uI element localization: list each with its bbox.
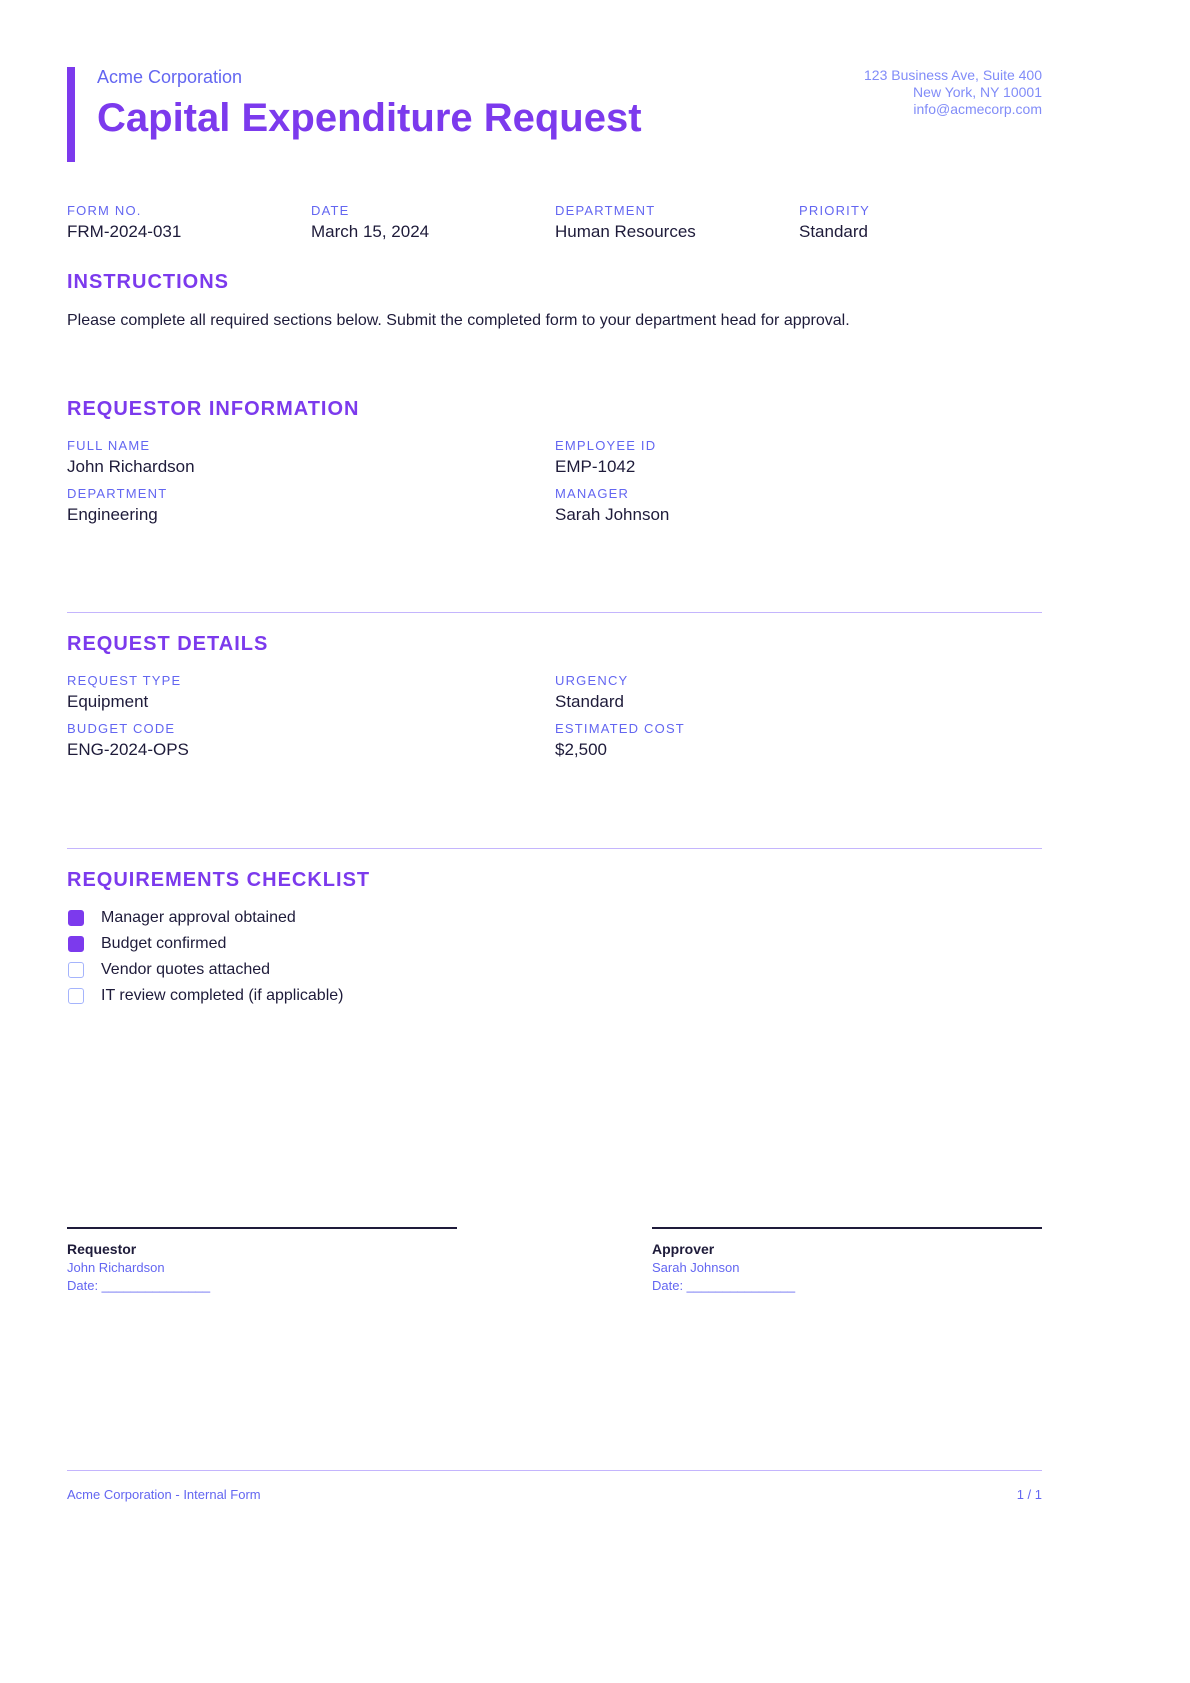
checkbox[interactable]	[68, 988, 84, 1004]
approver-role: Approver	[652, 1241, 715, 1257]
priority-value: Standard	[799, 222, 868, 241]
urgency-value: Standard	[555, 692, 624, 711]
requestor-signer-name: John Richardson	[67, 1260, 165, 1275]
requestor-role: Requestor	[67, 1241, 137, 1257]
manager-value: Sarah Johnson	[555, 505, 670, 524]
contact-email: info@acmecorp.com	[913, 101, 1042, 117]
employee-id-label: EMPLOYEE ID	[555, 438, 657, 453]
request-type-label: REQUEST TYPE	[67, 673, 182, 688]
header-accent-bar	[67, 67, 75, 162]
requestor-signature-date: Date: _______________	[67, 1278, 211, 1293]
requestor-signature-line	[67, 1227, 457, 1229]
budget-code-label: BUDGET CODE	[67, 721, 176, 736]
requestor-department-label: DEPARTMENT	[67, 486, 168, 501]
requestor-heading: REQUESTOR INFORMATION	[67, 398, 360, 420]
section-divider	[67, 848, 1042, 849]
checkbox[interactable]	[68, 962, 84, 978]
address-line: New York, NY 10001	[913, 84, 1042, 100]
checklist-heading: REQUIREMENTS CHECKLIST	[67, 869, 371, 891]
section-divider	[67, 612, 1042, 613]
form-number-value: FRM-2024-031	[67, 222, 182, 241]
department-label: DEPARTMENT	[555, 203, 656, 218]
priority-label: PRIORITY	[799, 203, 870, 218]
page-title: Capital Expenditure Request	[97, 96, 642, 140]
full-name-label: FULL NAME	[67, 438, 151, 453]
employee-id-value: EMP-1042	[555, 457, 636, 476]
checkbox[interactable]	[68, 910, 84, 926]
page-number: 1 / 1	[1016, 1487, 1042, 1502]
estimated-cost-value: $2,500	[555, 740, 607, 759]
checklist-item-label: Manager approval obtained	[101, 909, 296, 926]
request-type-value: Equipment	[67, 692, 149, 711]
checklist-item-label: Budget confirmed	[101, 935, 227, 952]
checklist-item-label: Vendor quotes attached	[101, 961, 271, 978]
manager-label: MANAGER	[555, 486, 630, 501]
requestor-department-value: Engineering	[67, 505, 158, 524]
checklist-item-label: IT review completed (if applicable)	[101, 987, 344, 1004]
budget-code-value: ENG-2024-OPS	[67, 740, 189, 759]
footer-divider	[67, 1470, 1042, 1471]
instructions-text: Please complete all required sections below. Submit the completed form to your department head for approval.	[67, 312, 850, 329]
instructions-heading: INSTRUCTIONS	[67, 271, 229, 293]
department-value: Human Resources	[555, 222, 696, 241]
approver-signature-line	[652, 1227, 1042, 1229]
full-name-value: John Richardson	[67, 457, 195, 476]
checkbox[interactable]	[68, 936, 84, 952]
estimated-cost-label: ESTIMATED COST	[555, 721, 685, 736]
form-number-label: FORM NO.	[67, 203, 142, 218]
footer-company-text: Acme Corporation - Internal Form	[67, 1487, 261, 1502]
approver-signature-date: Date: _______________	[652, 1278, 796, 1293]
urgency-label: URGENCY	[555, 673, 629, 688]
approver-signer-name: Sarah Johnson	[652, 1260, 740, 1275]
request-details-heading: REQUEST DETAILS	[67, 633, 269, 655]
date-value: March 15, 2024	[311, 222, 430, 241]
date-label: DATE	[311, 203, 350, 218]
address-line: 123 Business Ave, Suite 400	[864, 67, 1042, 83]
company-name: Acme Corporation	[97, 67, 243, 87]
company-address	[864, 67, 1042, 118]
